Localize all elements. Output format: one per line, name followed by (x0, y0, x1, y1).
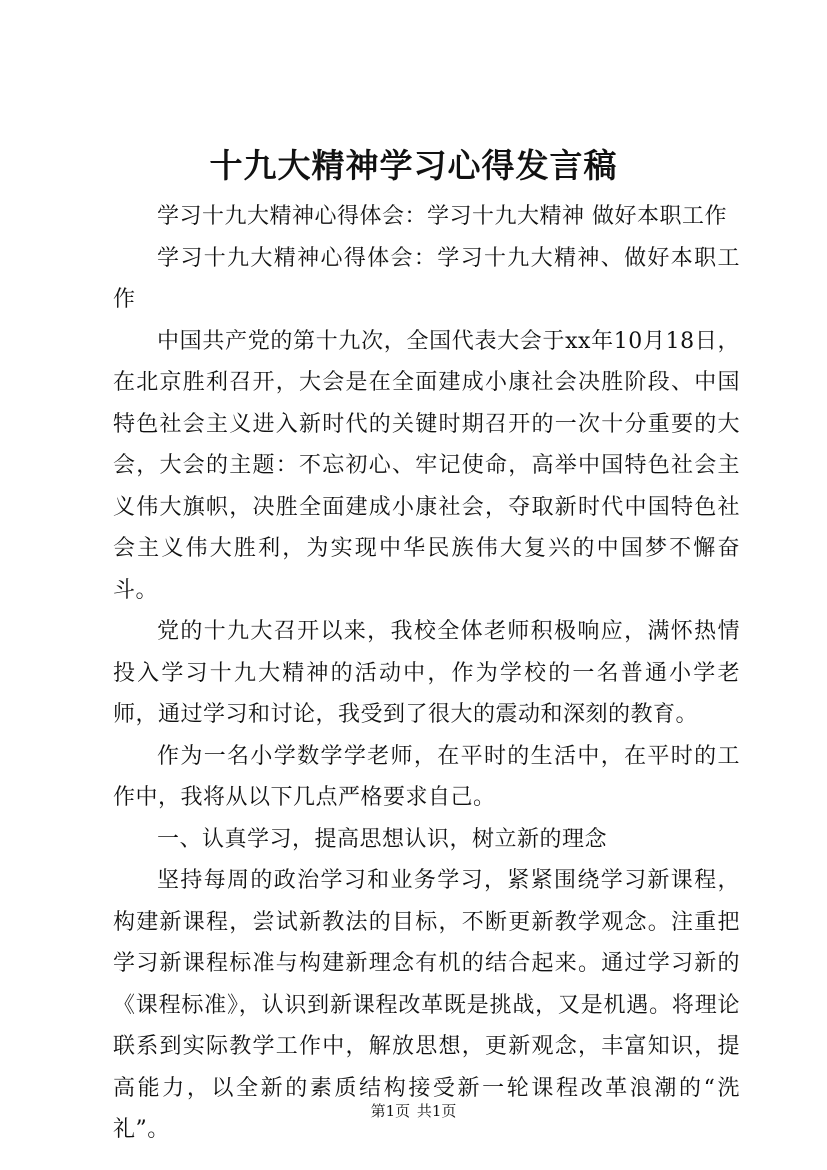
section-heading-1: 一、认真学习，提高思想认识，树立新的理念 (157, 826, 608, 852)
page-footer (0, 1101, 827, 1121)
paragraph-school-response: 党的十九大召开以来，我校全体老师积极响应，满怀热情投入学习十九大精神的活动中，作为学校的一名普通小学老师，通过学习和讨论，我受到了很大的震动和深刻的教育。 (113, 619, 740, 727)
document-body (113, 196, 740, 1151)
paragraph-study-practice: 坚持每周的政治学习和业务学习，紧紧围绕学习新课程，构建新课程，尝试新教法的目标，不断更新教学观念。注重把学习新课程标准与构建新理念有机的结合起来。通过学习新的《课程标准》，认识到新课程改革既是挑战，又是机遇。将理论联系到实际教学工作中，解放思想，更新观念，丰富知识，提高能力，以全新的素质结构接受新一轮课程改革浪潮的“洗礼”。 (113, 868, 740, 1142)
paragraph-self-requirements: 作为一名小学数学学老师，在平时的生活中，在平时的工作中，我将从以下几点严格要求自己。 (113, 743, 740, 810)
document-title: 十九大精神学习心得发言稿 (209, 146, 618, 185)
page-number: 第1页 (370, 1102, 411, 1120)
paragraph-subtitle-2: 学习十九大精神心得体会：学习十九大精神、做好本职工作 (113, 245, 740, 312)
page-total: 共1页 (416, 1102, 457, 1120)
paragraph-subtitle-1: 学习十九大精神心得体会：学习十九大精神 做好本职工作 (157, 204, 727, 229)
paragraph-congress-intro: 中国共产党的第十九次，全国代表大会于xx年10月18日，在北京胜利召开，大会是在全面建成小康社会决胜阶段、中国特色社会主义进入新时代的关键时期召开的一次十分重要的大会，大会的主题：不忘初心、牢记使命，高举中国特色社会主义伟大旗帜，决胜全面建成小康社会，夺取新时代中国特色社会主义伟大胜利，为实现中华民族伟大复兴的中国梦不懈奋斗。 (113, 328, 740, 603)
